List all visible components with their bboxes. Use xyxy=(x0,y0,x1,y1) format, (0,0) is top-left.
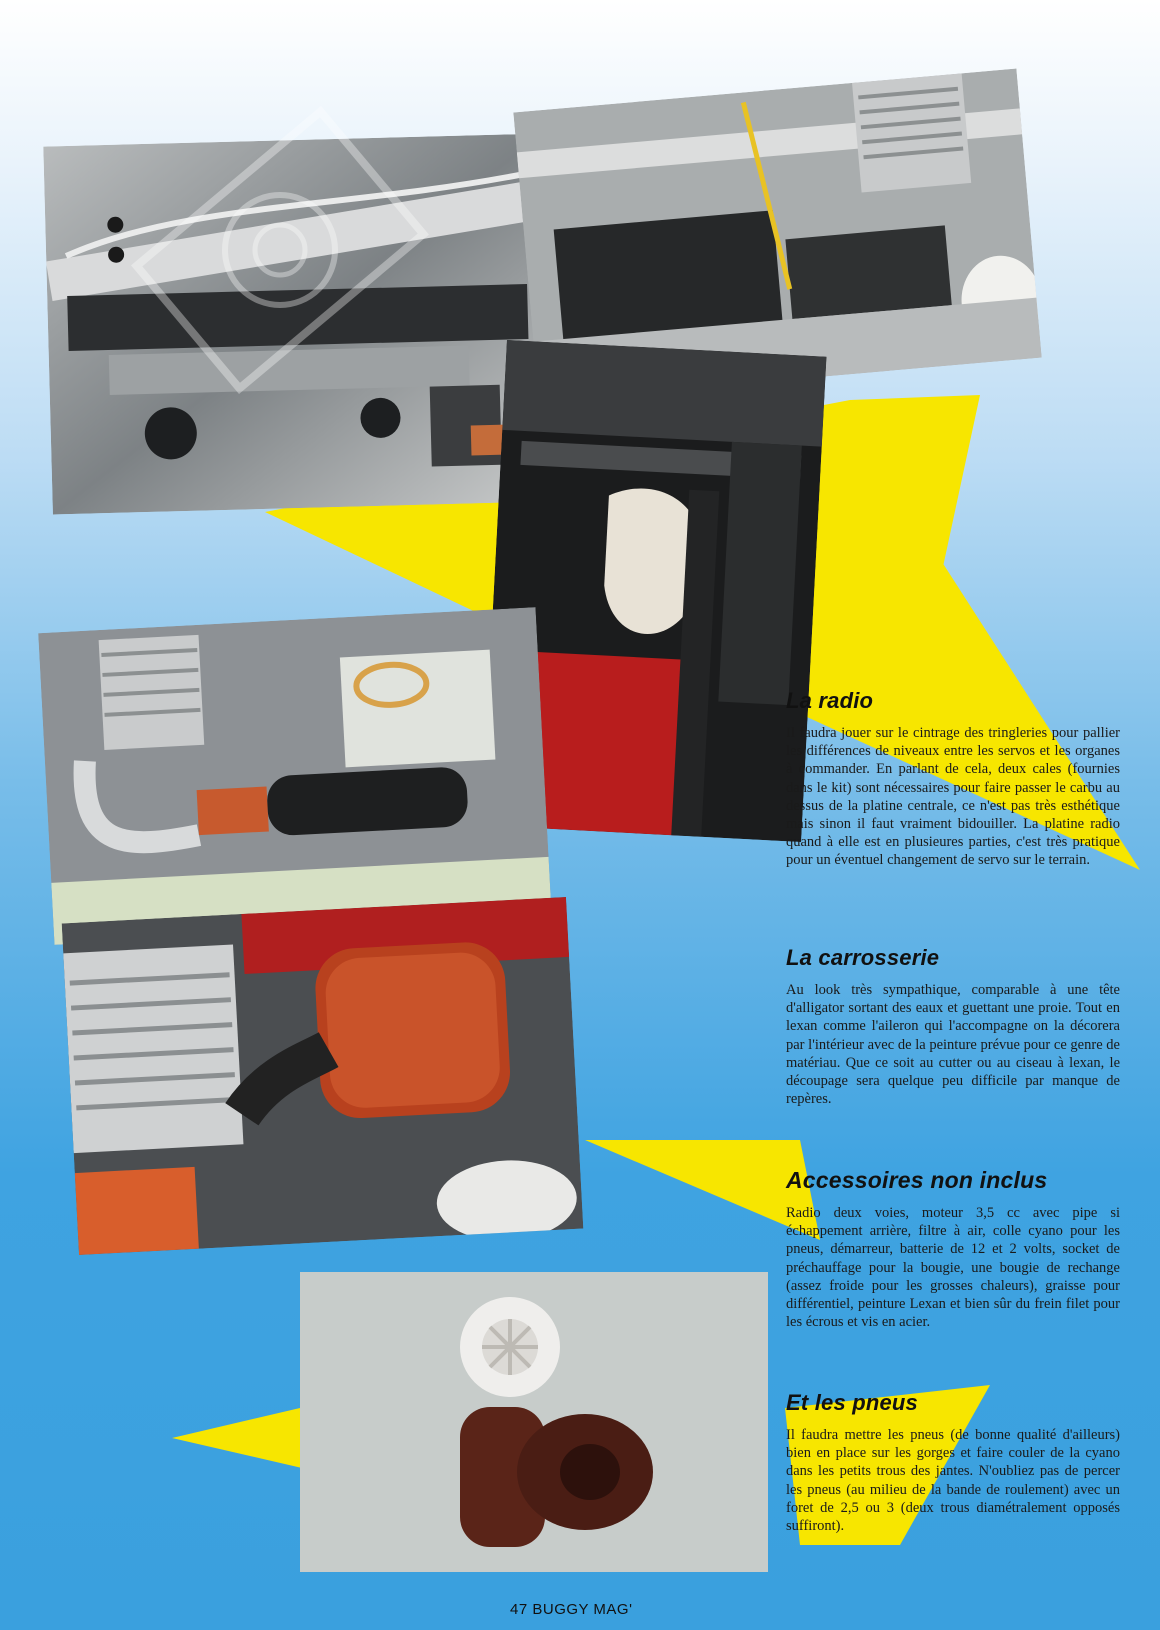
yellow-triangle-bottom-left xyxy=(172,1408,302,1468)
section-accessoires xyxy=(786,1167,1120,1331)
page-folio xyxy=(510,1601,632,1618)
wheels-tyres-photo xyxy=(300,1272,768,1572)
section-body: Il faudra jouer sur le cintrage des tringleries pour pallier les différences de niveaux entre les servos et les organes à commander. En parlant de cela, deux cales (fournies dans le kit) sont nécessaires pour faire passer le carbu au dessus de la platine centrale, ce n'est pas très esthétique mais sinon il faut vraiment bidouiller. La platine radio quand à elle est en plusieures parties, c'est très pratique pour un éventuel changement de servo sur le terrain. xyxy=(786,725,1120,869)
section-la-carrosserie xyxy=(786,945,1120,1108)
engine-tank-photo xyxy=(38,607,552,945)
section-title: Accessoires non inclus xyxy=(786,1167,1048,1193)
section-body: Radio deux voies, moteur 3,5 cc avec pipe si échappement arrière, filtre à air, colle cyano pour les pneus, démarreur, batterie de 12 et 2 volts, socket de préchauffage pour la bougie, une bougie de rechange (assez froide pour les grosses chaleurs), graisse pour différentiel, peinture Lexan et bien sûr du frein filet pour les écrous et vis en acier. xyxy=(786,1205,1120,1331)
section-body: Au look très sympathique, comparable à une tête d'alligator sortant des eaux et guettant une proie. Tout en lexan comme l'aileron qui l'accompagne on la décorera par l'intérieur avec de la peinture prévue pour ce genre de matériau. Que ce soit au cutter ou au ciseau à lexan, le découpage sera quelque peu difficile par manque de repères. xyxy=(786,982,1120,1108)
yellow-triangle-middle xyxy=(585,1140,820,1240)
magazine-name: BUGGY MAG' xyxy=(532,1601,633,1618)
engine-tank-illustration xyxy=(38,607,552,945)
section-title: Et les pneus xyxy=(786,1390,918,1415)
foam-air-filter-photo xyxy=(62,897,584,1255)
section-et-les-pneus xyxy=(786,1390,1120,1535)
section-title: La radio xyxy=(786,688,874,713)
foam-air-filter-illustration xyxy=(62,897,584,1255)
section-title: La carrosserie xyxy=(786,945,940,970)
section-body: Il faudra mettre les pneus (de bonne qualité d'ailleurs) bien en place sur les gorges et faire couler de la cyano dans les petits trous des jantes. N'oubliez pas de percer les pneus (au milieu de la bande de roulement) avec un foret de 2,5 ou 3 (deux trous diamétralement opposés suffiront). xyxy=(786,1427,1120,1535)
watermark-stamp xyxy=(120,90,440,410)
wheels-tyres-illustration xyxy=(300,1272,768,1572)
section-la-radio xyxy=(786,688,1120,870)
page-number: 47 xyxy=(510,1601,528,1618)
